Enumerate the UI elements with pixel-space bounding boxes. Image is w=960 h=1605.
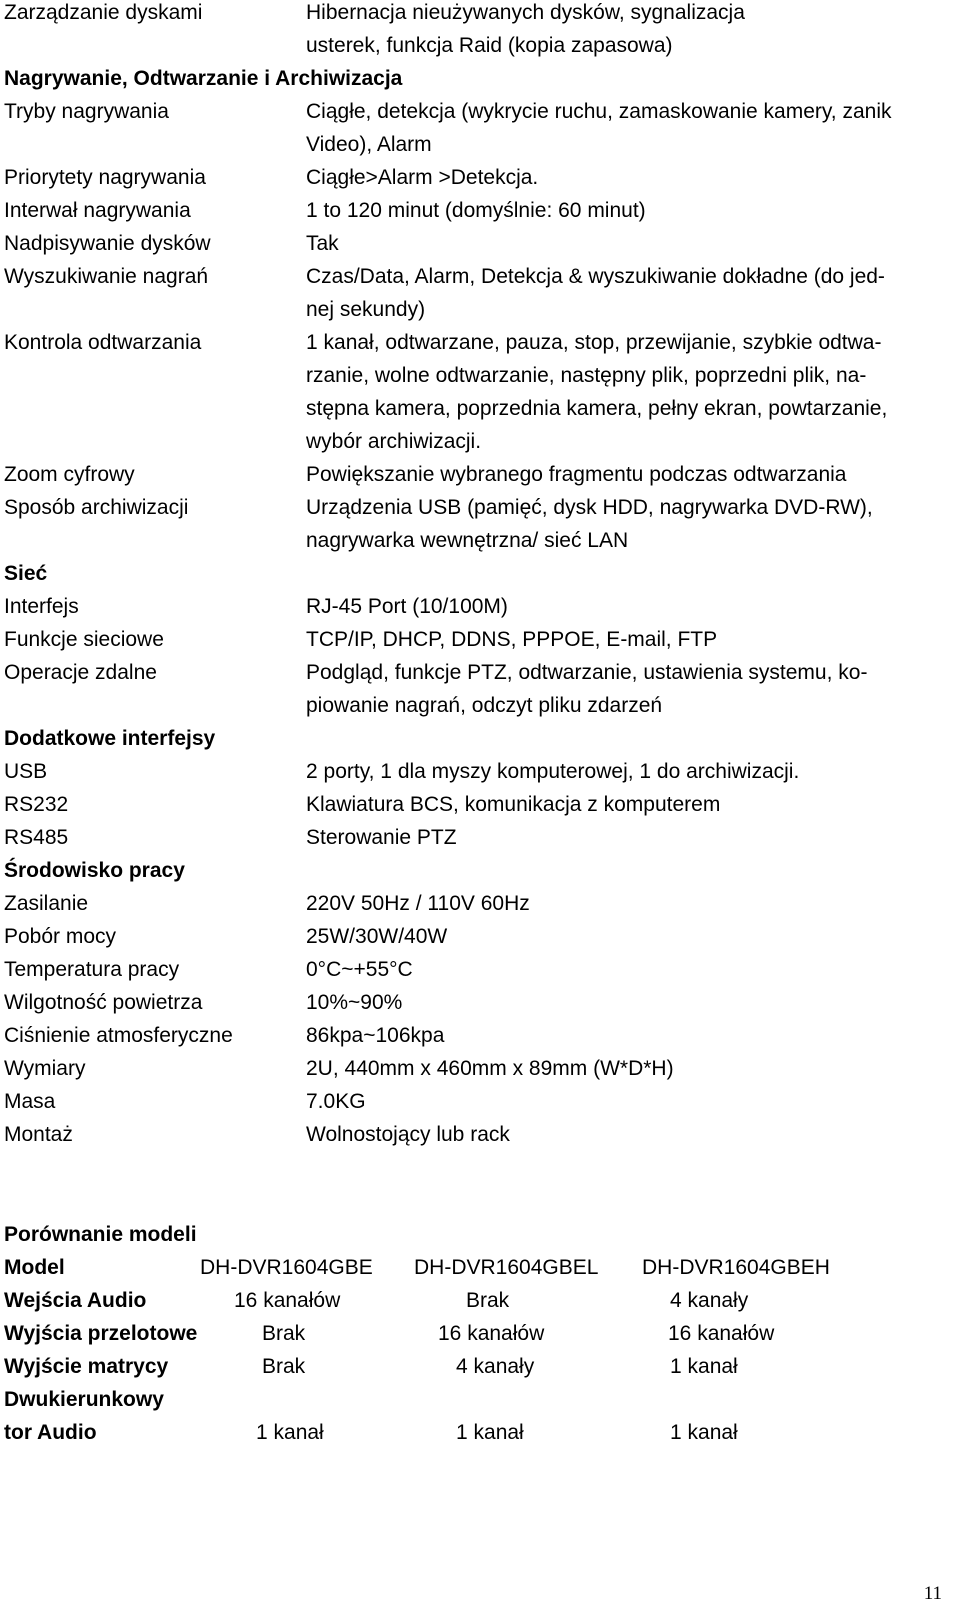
spec-value: 86kpa~106kpa xyxy=(306,1024,445,1047)
spec-value xyxy=(306,0,956,66)
section-heading-siec: Sieć xyxy=(4,562,48,585)
spec-label: Zoom cyfrowy xyxy=(4,463,135,486)
comparison-row-label: Wyjścia przelotowe xyxy=(4,1322,198,1345)
spec-value xyxy=(306,330,956,462)
spec-value: Klawiatura BCS, komunikacja z komputerem xyxy=(306,793,721,816)
comparison-cell: DH-DVR1604GBE xyxy=(200,1256,373,1279)
spec-value-line: piowanie nagrań, odczyt pliku zdarzeń xyxy=(306,694,663,717)
spec-label: Masa xyxy=(4,1090,56,1113)
spec-value-line: Ciągłe, detekcja (wykrycie ruchu, zamaskowanie kamery, zanik xyxy=(306,100,892,123)
spec-value-line: Video), Alarm xyxy=(306,133,432,156)
spec-label: Interwał nagrywania xyxy=(4,199,191,222)
section-heading-dodatkowe: Dodatkowe interfejsy xyxy=(4,727,216,750)
spec-label: Wymiary xyxy=(4,1057,86,1080)
comparison-row-two-way-head xyxy=(4,1387,954,1420)
spec-row-masa xyxy=(4,1089,954,1122)
comparison-cell: DH-DVR1604GBEH xyxy=(642,1256,830,1279)
spec-value: 0°C~+55°C xyxy=(306,958,413,981)
spec-value-line: rzanie, wolne odtwarzanie, następny plik, poprzedni plik, na- xyxy=(306,364,867,387)
spec-row-temperatura xyxy=(4,957,954,990)
spec-value: Sterowanie PTZ xyxy=(306,826,457,849)
comparison-cell: 1 kanał xyxy=(670,1421,738,1444)
spec-list xyxy=(4,0,954,1155)
spec-row-kontrola xyxy=(4,330,954,462)
comparison-row-label: Wejścia Audio xyxy=(4,1289,147,1312)
spec-value: TCP/IP, DHCP, DDNS, PPPOE, E-mail, FTP xyxy=(306,628,718,651)
spec-row-usb xyxy=(4,759,954,792)
spec-row-priorytety xyxy=(4,165,954,198)
spec-label: Tryby nagrywania xyxy=(4,100,169,123)
spec-label: Wilgotność powietrza xyxy=(4,991,203,1014)
spec-value-line: wybór archiwizacji. xyxy=(306,430,482,453)
spec-value xyxy=(306,264,956,330)
comparison-row-label: tor Audio xyxy=(4,1421,97,1444)
spec-label: Ciśnienie atmosferyczne xyxy=(4,1024,233,1047)
comparison-cell: 16 kanałów xyxy=(234,1289,341,1312)
comparison-cell: 4 kanały xyxy=(456,1355,535,1378)
comparison-title: Porównanie modeli xyxy=(4,1223,197,1246)
spec-label: Zasilanie xyxy=(4,892,89,915)
spec-value: 220V 50Hz / 110V 60Hz xyxy=(306,892,530,915)
spec-row-funkcje xyxy=(4,627,954,660)
spec-row-interwal xyxy=(4,198,954,231)
spec-value: 10%~90% xyxy=(306,991,403,1014)
spec-value: RJ-45 Port (10/100M) xyxy=(306,595,508,618)
spec-label: Interfejs xyxy=(4,595,79,618)
comparison-cell: 1 kanał xyxy=(456,1421,524,1444)
spec-label: RS485 xyxy=(4,826,69,849)
model-comparison xyxy=(4,1222,954,1453)
spec-row-zoom xyxy=(4,462,954,495)
spec-value: Tak xyxy=(306,232,339,255)
spec-label: Temperatura pracy xyxy=(4,958,180,981)
spec-value-line: nagrywarka wewnętrzna/ sieć LAN xyxy=(306,529,629,552)
comparison-cell: DH-DVR1604GBEL xyxy=(414,1256,599,1279)
spec-value: 2U, 440mm x 460mm x 89mm (W*D*H) xyxy=(306,1057,674,1080)
spec-label: RS232 xyxy=(4,793,69,816)
comparison-row-two-way xyxy=(4,1420,954,1453)
spec-value: 7.0KG xyxy=(306,1090,366,1113)
spec-value: Powiększanie wybranego fragmentu podczas odtwarzania xyxy=(306,463,847,486)
comparison-row-label: Dwukierunkowy xyxy=(4,1388,164,1411)
spec-value-line: usterek, funkcja Raid (kopia zapasowa) xyxy=(306,34,673,57)
comparison-cell: 16 kanałów xyxy=(668,1322,775,1345)
comparison-row-label: Wyjście matrycy xyxy=(4,1355,169,1378)
spec-value-line: Podgląd, funkcje PTZ, odtwarzanie, ustawienia systemu, ko- xyxy=(306,661,868,684)
spec-label: Zarządzanie dyskami xyxy=(4,1,203,24)
spec-value: 1 to 120 minut (domyślnie: 60 minut) xyxy=(306,199,646,222)
spec-label: Montaż xyxy=(4,1123,73,1146)
comparison-cell: Brak xyxy=(262,1355,306,1378)
spec-row-wyszukiwanie xyxy=(4,264,954,330)
comparison-row-audio-in xyxy=(4,1288,954,1321)
section-heading-nagrywanie: Nagrywanie, Odtwarzanie i Archiwizacja xyxy=(4,67,403,90)
spec-row-sposob xyxy=(4,495,954,561)
spec-row-zarzadzanie xyxy=(4,0,954,66)
spec-row-nadpisywanie xyxy=(4,231,954,264)
spec-row-interfejs xyxy=(4,594,954,627)
comparison-cell: 1 kanał xyxy=(256,1421,324,1444)
spec-value: 2 porty, 1 dla myszy komputerowej, 1 do archiwizacji. xyxy=(306,760,800,783)
spec-value xyxy=(306,660,956,726)
spec-label: Kontrola odtwarzania xyxy=(4,331,202,354)
comparison-row-label: Model xyxy=(4,1256,65,1279)
spec-value-line: nej sekundy) xyxy=(306,298,426,321)
comparison-cell: Brak xyxy=(466,1289,510,1312)
spec-label: Sposób archiwizacji xyxy=(4,496,189,519)
spec-value: 25W/30W/40W xyxy=(306,925,448,948)
comparison-row-model xyxy=(4,1255,954,1288)
page-number: 11 xyxy=(923,1583,942,1604)
spec-row-cisnienie xyxy=(4,1023,954,1056)
spec-label: USB xyxy=(4,760,48,783)
comparison-cell: Brak xyxy=(262,1322,306,1345)
spec-row-wymiary xyxy=(4,1056,954,1089)
spec-row-rs485 xyxy=(4,825,954,858)
section-heading-srodowisko: Środowisko pracy xyxy=(4,859,185,882)
spec-value-line: Hibernacja nieużywanych dysków, sygnalizacja xyxy=(306,1,745,24)
spec-label: Operacje zdalne xyxy=(4,661,157,684)
spec-label: Wyszukiwanie nagrań xyxy=(4,265,209,288)
spec-value: Wolnostojący lub rack xyxy=(306,1123,510,1146)
spec-row-montaz xyxy=(4,1122,954,1155)
spec-row-wilgotnosc xyxy=(4,990,954,1023)
spec-row-zasilanie xyxy=(4,891,954,924)
spec-value: Ciągłe>Alarm >Detekcja. xyxy=(306,166,539,189)
spec-row-operacje xyxy=(4,660,954,726)
spec-value xyxy=(306,495,956,561)
spec-row-tryby xyxy=(4,99,954,165)
spec-row-pobor xyxy=(4,924,954,957)
spec-value-line: 1 kanał, odtwarzane, pauza, stop, przewijanie, szybkie odtwa- xyxy=(306,331,882,354)
comparison-cell: 1 kanał xyxy=(670,1355,738,1378)
comparison-row-matrix-out xyxy=(4,1354,954,1387)
spec-value-line: Urządzenia USB (pamięć, dysk HDD, nagrywarka DVD-RW), xyxy=(306,496,873,519)
spec-row-rs232 xyxy=(4,792,954,825)
comparison-cell: 4 kanały xyxy=(670,1289,749,1312)
spec-value-line: stępna kamera, poprzednia kamera, pełny ekran, powtarzanie, xyxy=(306,397,888,420)
spec-value xyxy=(306,99,956,165)
spec-label: Pobór mocy xyxy=(4,925,117,948)
spec-label: Priorytety nagrywania xyxy=(4,166,206,189)
comparison-row-loop-out xyxy=(4,1321,954,1354)
spec-value-line: Czas/Data, Alarm, Detekcja & wyszukiwanie dokładne (do jed- xyxy=(306,265,885,288)
spec-label: Funkcje sieciowe xyxy=(4,628,164,651)
comparison-cell: 16 kanałów xyxy=(438,1322,545,1345)
spec-label: Nadpisywanie dysków xyxy=(4,232,211,255)
